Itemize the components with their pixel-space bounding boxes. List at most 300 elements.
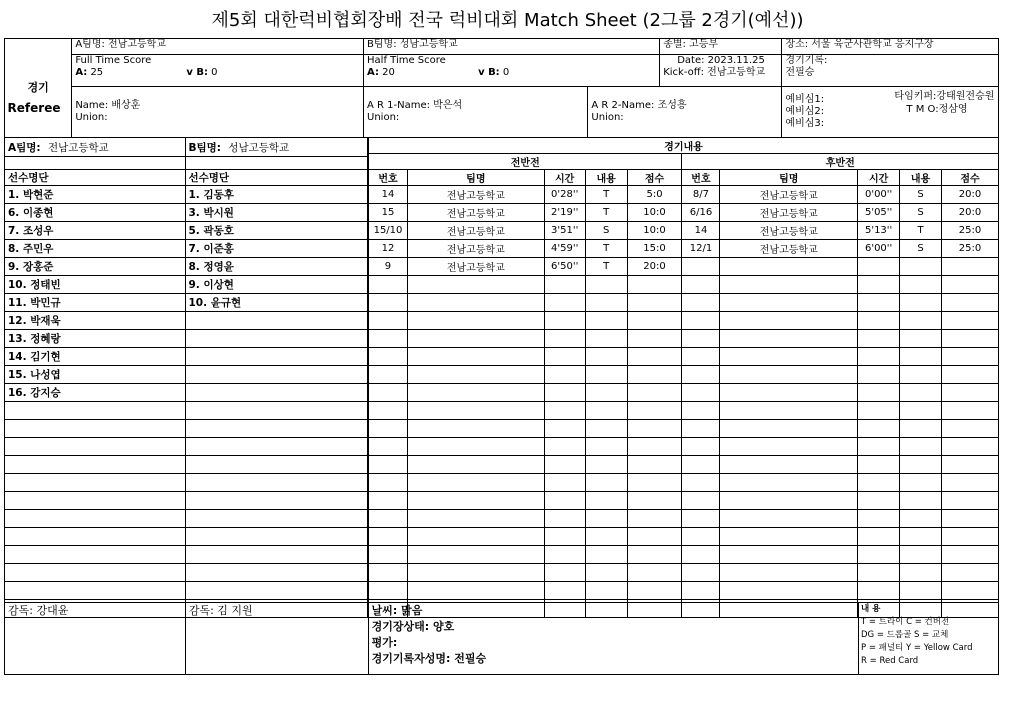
- first-half-time-cell: [544, 582, 585, 600]
- coach-a: 감독: 강대윤: [5, 603, 186, 675]
- second-half-team-cell: [720, 330, 858, 348]
- second-half-score-cell: [942, 474, 999, 492]
- roster-row: [5, 366, 368, 384]
- second-half-score-cell: [942, 366, 999, 384]
- event-row: [369, 546, 999, 564]
- first-half-num-cell: [369, 402, 408, 420]
- a-player-cell: [5, 438, 186, 456]
- event-row: [369, 402, 999, 420]
- second-half-type-cell: [900, 294, 942, 312]
- first-half-num-cell: 14: [369, 186, 408, 204]
- second-half-score-cell: [942, 330, 999, 348]
- first-half-type-cell: [585, 402, 627, 420]
- reserve2: 예비심2:: [785, 106, 825, 117]
- event-row: [369, 240, 999, 258]
- second-half-type-cell: [900, 330, 942, 348]
- second-half-num-cell: [682, 438, 720, 456]
- second-half-time-cell: [858, 420, 900, 438]
- first-half-time-cell: [544, 528, 585, 546]
- match-info-table: [4, 38, 999, 138]
- first-half-num-cell: 15/10: [369, 222, 408, 240]
- b-player-cell: [185, 330, 368, 348]
- b-player-cell: [185, 510, 368, 528]
- a-team-name: A팀명: 전남고등학교: [72, 39, 364, 55]
- second-half-team-cell: [720, 510, 858, 528]
- second-half-type-cell: [900, 582, 942, 600]
- first-half-time-cell: [544, 564, 585, 582]
- second-half-team-cell: 전남고등학교: [720, 222, 858, 240]
- first-half-team-cell: [407, 438, 544, 456]
- first-half-score-cell: 10:0: [627, 204, 682, 222]
- first-half-team-cell: [407, 348, 544, 366]
- second-half-time-cell: 0'00'': [858, 186, 900, 204]
- b-team-roster-name: 성남고등학교: [228, 141, 290, 154]
- half-time-score: [364, 55, 660, 87]
- b-team-header: [185, 138, 368, 157]
- record-name: 전필승: [785, 67, 815, 78]
- ar1-name: A R 1-Name: 박은석: [367, 100, 463, 111]
- fts-b-label: v B:: [186, 67, 208, 78]
- roster-row: [5, 186, 368, 204]
- roster-row: [5, 402, 368, 420]
- first-half-num-cell: [369, 312, 408, 330]
- second-half-num-cell: [682, 420, 720, 438]
- game-events-table: [368, 137, 999, 618]
- second-half-score-cell: [942, 546, 999, 564]
- event-row: [369, 438, 999, 456]
- second-half-team-cell: [720, 384, 858, 402]
- hts-a-value: 20: [382, 67, 395, 78]
- second-half-header: 후반전: [682, 154, 999, 170]
- event-row: [369, 348, 999, 366]
- second-half-team-cell: [720, 258, 858, 276]
- first-half-type-cell: T: [585, 186, 627, 204]
- first-half-num-cell: [369, 474, 408, 492]
- first-half-type-cell: [585, 456, 627, 474]
- second-half-time-cell: [858, 456, 900, 474]
- first-half-type-cell: [585, 312, 627, 330]
- full-time-score: [72, 55, 364, 87]
- category: 종별: 고등부: [660, 39, 782, 55]
- first-half-team-cell: [407, 582, 544, 600]
- second-half-score-cell: 25:0: [942, 222, 999, 240]
- evaluation: 평가:: [371, 636, 398, 649]
- a-player-cell: 9. 장홍준: [5, 258, 186, 276]
- second-half-type-cell: [900, 528, 942, 546]
- second-half-num-cell: [682, 582, 720, 600]
- second-half-score-cell: [942, 456, 999, 474]
- fts-b-value: 0: [211, 67, 218, 78]
- roster-row: [5, 222, 368, 240]
- second-half-score-cell: [942, 510, 999, 528]
- roster-row: [5, 456, 368, 474]
- hts-b-value: 0: [502, 67, 510, 78]
- second-half-time-cell: [858, 564, 900, 582]
- a-player-cell: [5, 474, 186, 492]
- second-half-score-cell: [942, 420, 999, 438]
- first-half-team-cell: [407, 384, 544, 402]
- second-half-num-cell: [682, 546, 720, 564]
- first-half-team-cell: [407, 330, 544, 348]
- first-half-time-cell: 3'51'': [544, 222, 585, 240]
- roster-row: [5, 240, 368, 258]
- first-half-team-cell: [407, 420, 544, 438]
- a-player-cell: [5, 582, 186, 600]
- second-half-type-cell: [900, 564, 942, 582]
- roster-row: [5, 204, 368, 222]
- second-half-col-score: 점수: [942, 170, 999, 186]
- first-half-header: 전반전: [369, 154, 682, 170]
- b-roster-col-header: 선수명단: [185, 170, 368, 186]
- second-half-num-cell: 14: [682, 222, 720, 240]
- roster-row: [5, 474, 368, 492]
- first-half-team-cell: 전남고등학교: [407, 186, 544, 204]
- page-title: 제5회 대한럭비협회장배 전국 럭비대회 Match Sheet (2그룹 2경기(예선)): [211, 10, 804, 31]
- second-half-num-cell: [682, 384, 720, 402]
- hts-a-label: A:: [367, 67, 379, 78]
- b-player-cell: [185, 492, 368, 510]
- roster-row: [5, 438, 368, 456]
- second-half-num-cell: 12/1: [682, 240, 720, 258]
- second-half-team-cell: [720, 402, 858, 420]
- b-player-cell: 9. 이상현: [185, 276, 368, 294]
- second-half-num-cell: 8/7: [682, 186, 720, 204]
- weather: 날씨: 맑음: [371, 604, 423, 617]
- event-row: [369, 276, 999, 294]
- first-half-score-cell: [627, 276, 682, 294]
- first-half-num-cell: [369, 276, 408, 294]
- first-half-time-cell: [544, 384, 585, 402]
- second-half-type-cell: S: [900, 240, 942, 258]
- second-half-score-cell: 25:0: [942, 240, 999, 258]
- a-player-cell: [5, 402, 186, 420]
- second-half-col-team: 팀명: [720, 170, 858, 186]
- first-half-num-cell: [369, 528, 408, 546]
- first-half-time-cell: [544, 402, 585, 420]
- first-half-team-cell: 전남고등학교: [407, 204, 544, 222]
- first-half-score-cell: 20:0: [627, 258, 682, 276]
- second-half-type-cell: [900, 276, 942, 294]
- ar1-block: [364, 87, 588, 138]
- first-half-type-cell: [585, 366, 627, 384]
- first-half-score-cell: [627, 528, 682, 546]
- b-player-cell: [185, 546, 368, 564]
- first-half-time-cell: [544, 546, 585, 564]
- first-half-type-cell: T: [585, 240, 627, 258]
- second-half-time-cell: [858, 312, 900, 330]
- first-half-col-time: 시간: [544, 170, 585, 186]
- b-team-label: B팀명:: [188, 141, 221, 154]
- second-half-time-cell: [858, 258, 900, 276]
- second-half-score-cell: [942, 438, 999, 456]
- second-half-num-cell: [682, 330, 720, 348]
- officials-block: [782, 87, 999, 138]
- first-half-team-cell: [407, 474, 544, 492]
- a-team-roster-name: 전남고등학교: [47, 141, 109, 154]
- a-player-cell: [5, 492, 186, 510]
- first-half-team-cell: [407, 366, 544, 384]
- first-half-team-cell: 전남고등학교: [407, 240, 544, 258]
- event-row: [369, 366, 999, 384]
- second-half-team-cell: [720, 438, 858, 456]
- second-half-score-cell: [942, 528, 999, 546]
- second-half-team-cell: [720, 546, 858, 564]
- first-half-num-cell: [369, 366, 408, 384]
- second-half-num-cell: [682, 258, 720, 276]
- first-half-time-cell: [544, 510, 585, 528]
- first-half-col-score: 점수: [627, 170, 682, 186]
- first-half-time-cell: [544, 276, 585, 294]
- a-team-header: [5, 138, 186, 157]
- first-half-num-cell: [369, 456, 408, 474]
- roster-row: [5, 312, 368, 330]
- roster-row: [5, 330, 368, 348]
- first-half-type-cell: [585, 510, 627, 528]
- field-condition: 경기장상태: 양호: [371, 620, 455, 633]
- first-half-num-cell: [369, 582, 408, 600]
- first-half-team-cell: 전남고등학교: [407, 222, 544, 240]
- event-row: [369, 294, 999, 312]
- b-player-cell: [185, 312, 368, 330]
- second-half-num-cell: [682, 366, 720, 384]
- first-half-team-cell: 전남고등학교: [407, 258, 544, 276]
- referee-name: Name: 배상훈: [75, 100, 141, 111]
- second-half-score-cell: [942, 402, 999, 420]
- match-date: Date: 2023.11.25: [677, 55, 765, 66]
- b-player-cell: [185, 456, 368, 474]
- first-half-score-cell: [627, 474, 682, 492]
- event-row: [369, 312, 999, 330]
- second-half-team-cell: [720, 564, 858, 582]
- ar2-union: Union:: [591, 112, 624, 123]
- second-half-type-cell: T: [900, 222, 942, 240]
- event-row: [369, 420, 999, 438]
- roster-row: [5, 276, 368, 294]
- second-half-type-cell: [900, 438, 942, 456]
- first-half-num-cell: [369, 348, 408, 366]
- first-half-type-cell: [585, 294, 627, 312]
- spacer-cell: [5, 157, 186, 170]
- second-half-score-cell: [942, 276, 999, 294]
- referee-block: [72, 87, 364, 138]
- b-player-cell: [185, 474, 368, 492]
- b-player-cell: [185, 528, 368, 546]
- b-player-cell: [185, 420, 368, 438]
- first-half-team-cell: [407, 294, 544, 312]
- b-team-name: B팀명: 성남고등학교: [364, 39, 660, 55]
- second-half-score-cell: [942, 564, 999, 582]
- second-half-team-cell: [720, 456, 858, 474]
- first-half-col-num: 번호: [369, 170, 408, 186]
- date-kickoff: [660, 55, 782, 87]
- a-player-cell: 13. 정혜랑: [5, 330, 186, 348]
- first-half-score-cell: [627, 402, 682, 420]
- a-player-cell: 6. 이종현: [5, 204, 186, 222]
- first-half-time-cell: 6'50'': [544, 258, 585, 276]
- first-half-team-cell: [407, 510, 544, 528]
- second-half-num-cell: [682, 402, 720, 420]
- first-half-score-cell: [627, 510, 682, 528]
- first-half-score-cell: 15:0: [627, 240, 682, 258]
- second-half-time-cell: [858, 474, 900, 492]
- first-half-num-cell: [369, 420, 408, 438]
- first-half-team-cell: [407, 456, 544, 474]
- first-half-type-cell: [585, 582, 627, 600]
- b-player-cell: [185, 348, 368, 366]
- second-half-time-cell: [858, 438, 900, 456]
- first-half-score-cell: [627, 420, 682, 438]
- a-team-label: A팀명:: [8, 141, 41, 154]
- second-half-type-cell: [900, 258, 942, 276]
- first-half-team-cell: [407, 528, 544, 546]
- first-half-time-cell: 2'19'': [544, 204, 585, 222]
- a-player-cell: [5, 456, 186, 474]
- second-half-num-cell: [682, 492, 720, 510]
- b-player-cell: [185, 384, 368, 402]
- first-half-team-cell: [407, 492, 544, 510]
- record-label: 경기기록:: [785, 55, 828, 66]
- second-half-num-cell: [682, 564, 720, 582]
- second-half-type-cell: [900, 546, 942, 564]
- a-player-cell: [5, 420, 186, 438]
- second-half-type-cell: [900, 366, 942, 384]
- first-half-time-cell: [544, 438, 585, 456]
- second-half-time-cell: [858, 510, 900, 528]
- second-half-team-cell: 전남고등학교: [720, 186, 858, 204]
- roster-row: [5, 420, 368, 438]
- second-half-time-cell: [858, 366, 900, 384]
- second-half-time-cell: [858, 402, 900, 420]
- first-half-time-cell: [544, 366, 585, 384]
- first-half-type-cell: [585, 276, 627, 294]
- first-half-num-cell: 15: [369, 204, 408, 222]
- fts-label: Full Time Score: [75, 55, 152, 66]
- first-half-num-cell: [369, 546, 408, 564]
- b-player-cell: 10. 윤규현: [185, 294, 368, 312]
- second-half-time-cell: [858, 384, 900, 402]
- legend-title: 내 용: [861, 604, 881, 614]
- event-row: [369, 564, 999, 582]
- second-half-score-cell: [942, 348, 999, 366]
- referee-union: Union:: [75, 112, 108, 123]
- roster-row: [5, 258, 368, 276]
- second-half-team-cell: [720, 528, 858, 546]
- b-player-cell: 8. 정영윤: [185, 258, 368, 276]
- b-player-cell: [185, 564, 368, 582]
- first-half-time-cell: 0'28'': [544, 186, 585, 204]
- b-player-cell: [185, 366, 368, 384]
- tmo: T M O:정삼영: [906, 104, 968, 115]
- kickoff: Kick-off: 전남고등학교: [663, 67, 766, 78]
- a-roster-col-header: 선수명단: [5, 170, 186, 186]
- b-player-cell: 3. 박시원: [185, 204, 368, 222]
- second-half-type-cell: [900, 510, 942, 528]
- second-half-time-cell: 5'05'': [858, 204, 900, 222]
- event-row: [369, 384, 999, 402]
- first-half-type-cell: [585, 420, 627, 438]
- second-half-time-cell: [858, 294, 900, 312]
- first-half-type-cell: [585, 438, 627, 456]
- second-half-time-cell: [858, 492, 900, 510]
- first-half-team-cell: [407, 402, 544, 420]
- spacer-cell: [185, 157, 368, 170]
- a-player-cell: [5, 510, 186, 528]
- first-half-time-cell: [544, 348, 585, 366]
- second-half-score-cell: 20:0: [942, 186, 999, 204]
- second-half-score-cell: [942, 384, 999, 402]
- first-half-type-cell: [585, 492, 627, 510]
- second-half-time-cell: 6'00'': [858, 240, 900, 258]
- event-row: [369, 510, 999, 528]
- reserve1: 예비심1:: [785, 94, 825, 105]
- first-half-score-cell: 5:0: [627, 186, 682, 204]
- second-half-team-cell: [720, 348, 858, 366]
- hts-label: Half Time Score: [367, 55, 446, 66]
- second-half-team-cell: 전남고등학교: [720, 240, 858, 258]
- first-half-type-cell: [585, 348, 627, 366]
- second-half-type-cell: [900, 474, 942, 492]
- first-half-type-cell: [585, 330, 627, 348]
- legend: [859, 603, 999, 675]
- first-half-type-cell: [585, 564, 627, 582]
- event-row: [369, 186, 999, 204]
- footer-table: [4, 602, 999, 675]
- first-half-type-cell: [585, 528, 627, 546]
- roster-row: [5, 492, 368, 510]
- recorder: 경기기록자성명: 전필승: [371, 652, 487, 665]
- referee-label: Referee: [7, 101, 61, 115]
- a-player-cell: 11. 박민규: [5, 294, 186, 312]
- a-player-cell: 10. 정태빈: [5, 276, 186, 294]
- a-player-cell: 1. 박현준: [5, 186, 186, 204]
- first-half-time-cell: [544, 312, 585, 330]
- hts-b-label: v B:: [478, 67, 500, 78]
- first-half-score-cell: [627, 582, 682, 600]
- first-half-type-cell: T: [585, 258, 627, 276]
- a-player-cell: 16. 강지승: [5, 384, 186, 402]
- second-half-type-cell: [900, 348, 942, 366]
- first-half-col-type: 내용: [585, 170, 627, 186]
- first-half-num-cell: [369, 564, 408, 582]
- second-half-team-cell: [720, 366, 858, 384]
- first-half-time-cell: [544, 330, 585, 348]
- second-half-col-time: 시간: [858, 170, 900, 186]
- legend-line: R = Red Card: [861, 656, 919, 666]
- legend-line: DG = 드롭골 S = 교체: [861, 630, 949, 640]
- second-half-type-cell: [900, 384, 942, 402]
- first-half-num-cell: [369, 384, 408, 402]
- second-half-time-cell: [858, 546, 900, 564]
- b-player-cell: [185, 402, 368, 420]
- event-row: [369, 204, 999, 222]
- a-player-cell: 8. 주민우: [5, 240, 186, 258]
- event-row: [369, 492, 999, 510]
- second-half-type-cell: S: [900, 186, 942, 204]
- second-half-num-cell: [682, 456, 720, 474]
- second-half-type-cell: S: [900, 204, 942, 222]
- second-half-team-cell: [720, 582, 858, 600]
- a-player-cell: 14. 김기현: [5, 348, 186, 366]
- first-half-score-cell: [627, 564, 682, 582]
- second-half-team-cell: [720, 492, 858, 510]
- event-row: [369, 258, 999, 276]
- first-half-team-cell: [407, 276, 544, 294]
- first-half-time-cell: [544, 456, 585, 474]
- first-half-time-cell: 4'59'': [544, 240, 585, 258]
- second-half-col-num: 번호: [682, 170, 720, 186]
- first-half-score-cell: [627, 348, 682, 366]
- second-half-num-cell: [682, 348, 720, 366]
